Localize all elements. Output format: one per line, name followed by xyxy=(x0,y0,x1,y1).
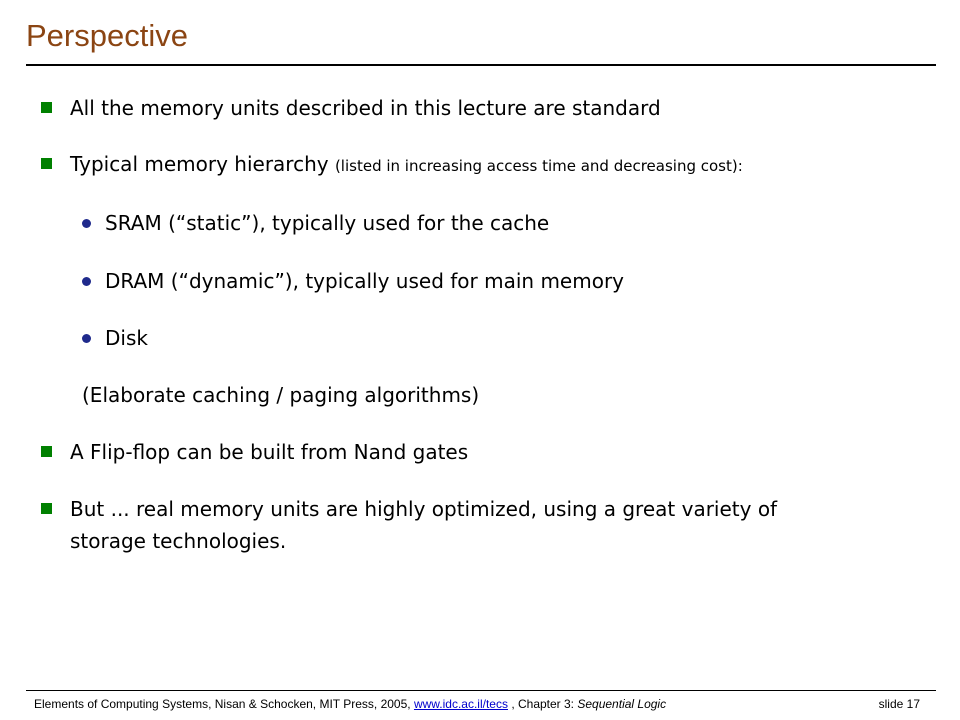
sub-bullet-text: Disk xyxy=(105,326,148,350)
square-bullet-icon xyxy=(41,503,52,514)
slide-title: Perspective xyxy=(26,18,188,53)
bullet-text: All the memory units described in this lecture are standard xyxy=(70,96,661,120)
bullet-main-text: Typical memory hierarchy xyxy=(70,152,335,176)
bullet-text: A Flip-flop can be built from Nand gates xyxy=(70,440,469,464)
bullet-text: But ... real memory units are highly optimized, using a great variety of xyxy=(70,497,778,521)
slide-number: slide 17 xyxy=(878,697,920,711)
bullet-text xyxy=(70,150,743,180)
footer-citation xyxy=(34,697,666,711)
footer-divider xyxy=(26,690,936,691)
footer-chapter: Sequential Logic xyxy=(577,697,667,711)
square-bullet-icon xyxy=(41,102,52,113)
round-bullet-icon xyxy=(82,334,91,343)
square-bullet-icon xyxy=(41,158,52,169)
square-bullet-icon xyxy=(41,446,52,457)
sub-bullet-text: DRAM (“dynamic”), typically used for main memory xyxy=(105,269,625,293)
sub-bullet-text: SRAM (“static”), typically used for the cache xyxy=(105,211,550,235)
bullet-note-text: (listed in increasing access time and decreasing cost): xyxy=(334,157,743,175)
footer-prefix: Elements of Computing Systems, Nisan & Schocken, MIT Press, 2005, xyxy=(34,697,414,711)
note-text: (Elaborate caching / paging algorithms) xyxy=(82,383,480,407)
bullet-text-continued: storage technologies. xyxy=(70,529,287,553)
round-bullet-icon xyxy=(82,219,91,228)
footer-link[interactable]: www.idc.ac.il/tecs xyxy=(413,697,508,711)
round-bullet-icon xyxy=(82,277,91,286)
footer-middle: , Chapter 3: xyxy=(507,697,578,711)
